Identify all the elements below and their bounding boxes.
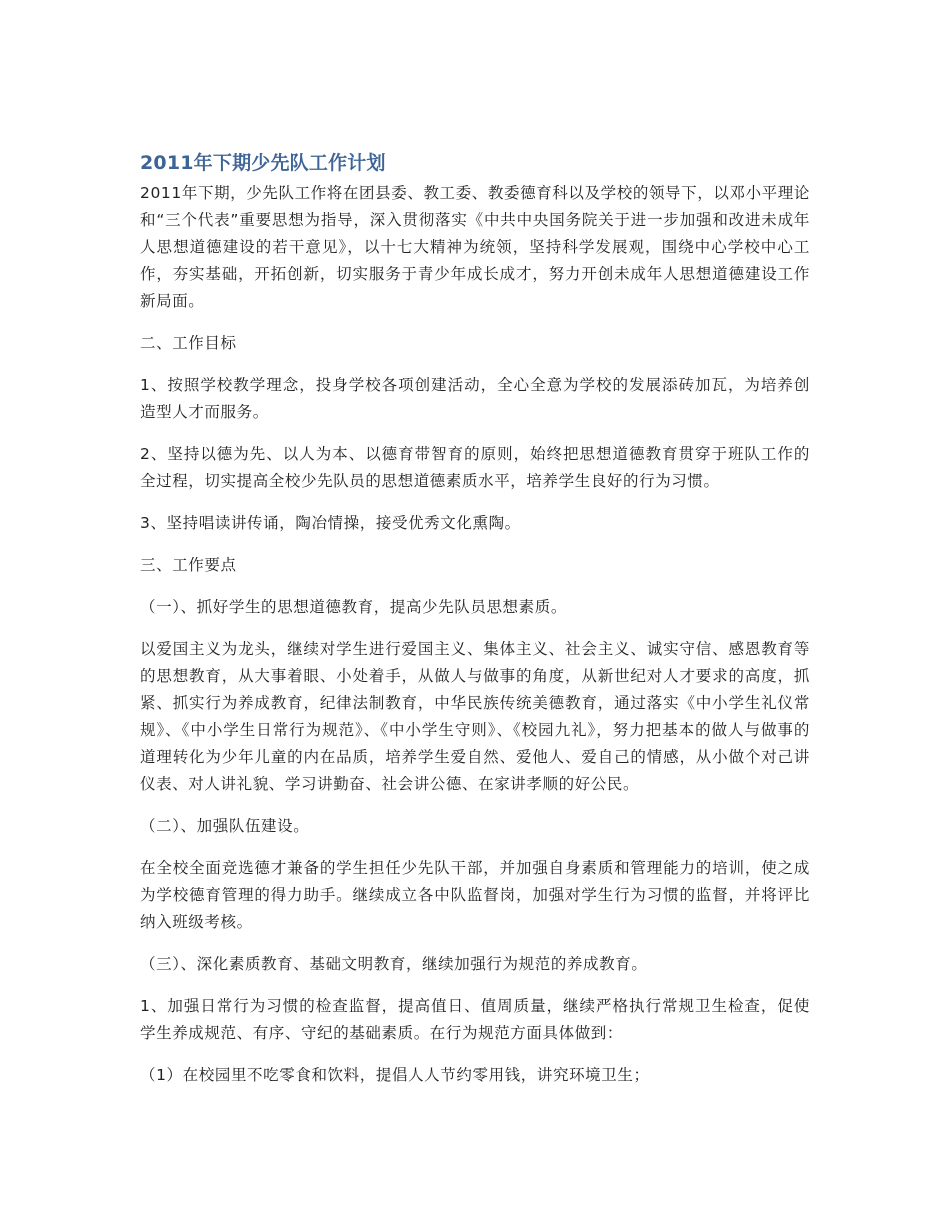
goal-item-3: 3、坚持唱读讲传诵，陶冶情操，接受优秀文化熏陶。 <box>140 514 521 532</box>
subsection-2-body: 在全校全面竞选德才兼备的学生担任少先队干部，并加强自身素质和管理能力的培训，使之成为学校德育管理的得力助手。继续成立各中队监督岗，加强对学生行为习惯的监督，并将评比纳入班级考核。 <box>140 859 810 931</box>
intro-paragraph: 2011年下期，少先队工作将在团县委、教工委、教委德育科以及学校的领导下，以邓小平理论和“三个代表”重要思想为指导，深入贯彻落实《中共中央国务院关于进一步加强和改进未成年人思想道德建设的若干意见》，以十七大精神为统领，坚持科学发展观，围绕中心学校中心工作，夯实基础，开拓创新，切实服务于青少年成长成才，努力开创未成年人思想道德建设工作新局面。 <box>140 184 810 310</box>
subsection-3-subitem-1: （1）在校园里不吃零食和饮料，提倡人人节约零用钱，讲究环境卫生； <box>140 1066 650 1084</box>
section-heading-goals: 二、工作目标 <box>140 334 237 352</box>
document-title: 2011年下期少先队工作计划 <box>140 152 386 174</box>
subsection-1-body: 以爱国主义为龙头，继续对学生进行爱国主义、集体主义、社会主义、诚实守信、感恩教育等的思想教育，从大事着眼、小处着手，从做人与做事的角度，从新世纪对人才要求的高度，抓紧、抓实行为养成教育，纪律法制教育，中华民族传统美德教育，通过落实《中小学生礼仪常规》、《中小学生日常行为规范》、《中小学生守则》、《校园九礼》，努力把基本的做人与做事的道理转化为少年儿童的内在品质，培养学生爱自然、爱他人、爱自己的情感，从小做个对己讲仪表、对人讲礼貌、学习讲勤奋、社会讲公德、在家讲孝顺的好公民。 <box>140 640 810 793</box>
section-heading-key-points: 三、工作要点 <box>140 556 237 574</box>
subsection-3-item-1: 1、加强日常行为习惯的检查监督，提高值日、值周质量，继续严格执行常规卫生检查，促使学生养成规范、有序、守纪的基础素质。在行为规范方面具体做到： <box>140 997 810 1042</box>
subsection-heading-3: （三）、深化素质教育、基础文明教育，继续加强行为规范的养成教育。 <box>140 955 648 973</box>
document-page <box>140 148 810 1104</box>
goal-item-1: 1、按照学校教学理念，投身学校各项创建活动，全心全意为学校的发展添砖加瓦，为培养创造型人才而服务。 <box>140 376 810 421</box>
subsection-heading-2: （二）、加强队伍建设。 <box>140 817 310 835</box>
goal-item-2: 2、坚持以德为先、以人为本、以德育带智育的原则，始终把思想道德教育贯穿于班队工作的全过程，切实提高全校少先队员的思想道德素质水平，培养学生良好的行为习惯。 <box>140 445 810 490</box>
subsection-heading-1: （一）、抓好学生的思想道德教育，提高少先队员思想素质。 <box>140 598 567 616</box>
